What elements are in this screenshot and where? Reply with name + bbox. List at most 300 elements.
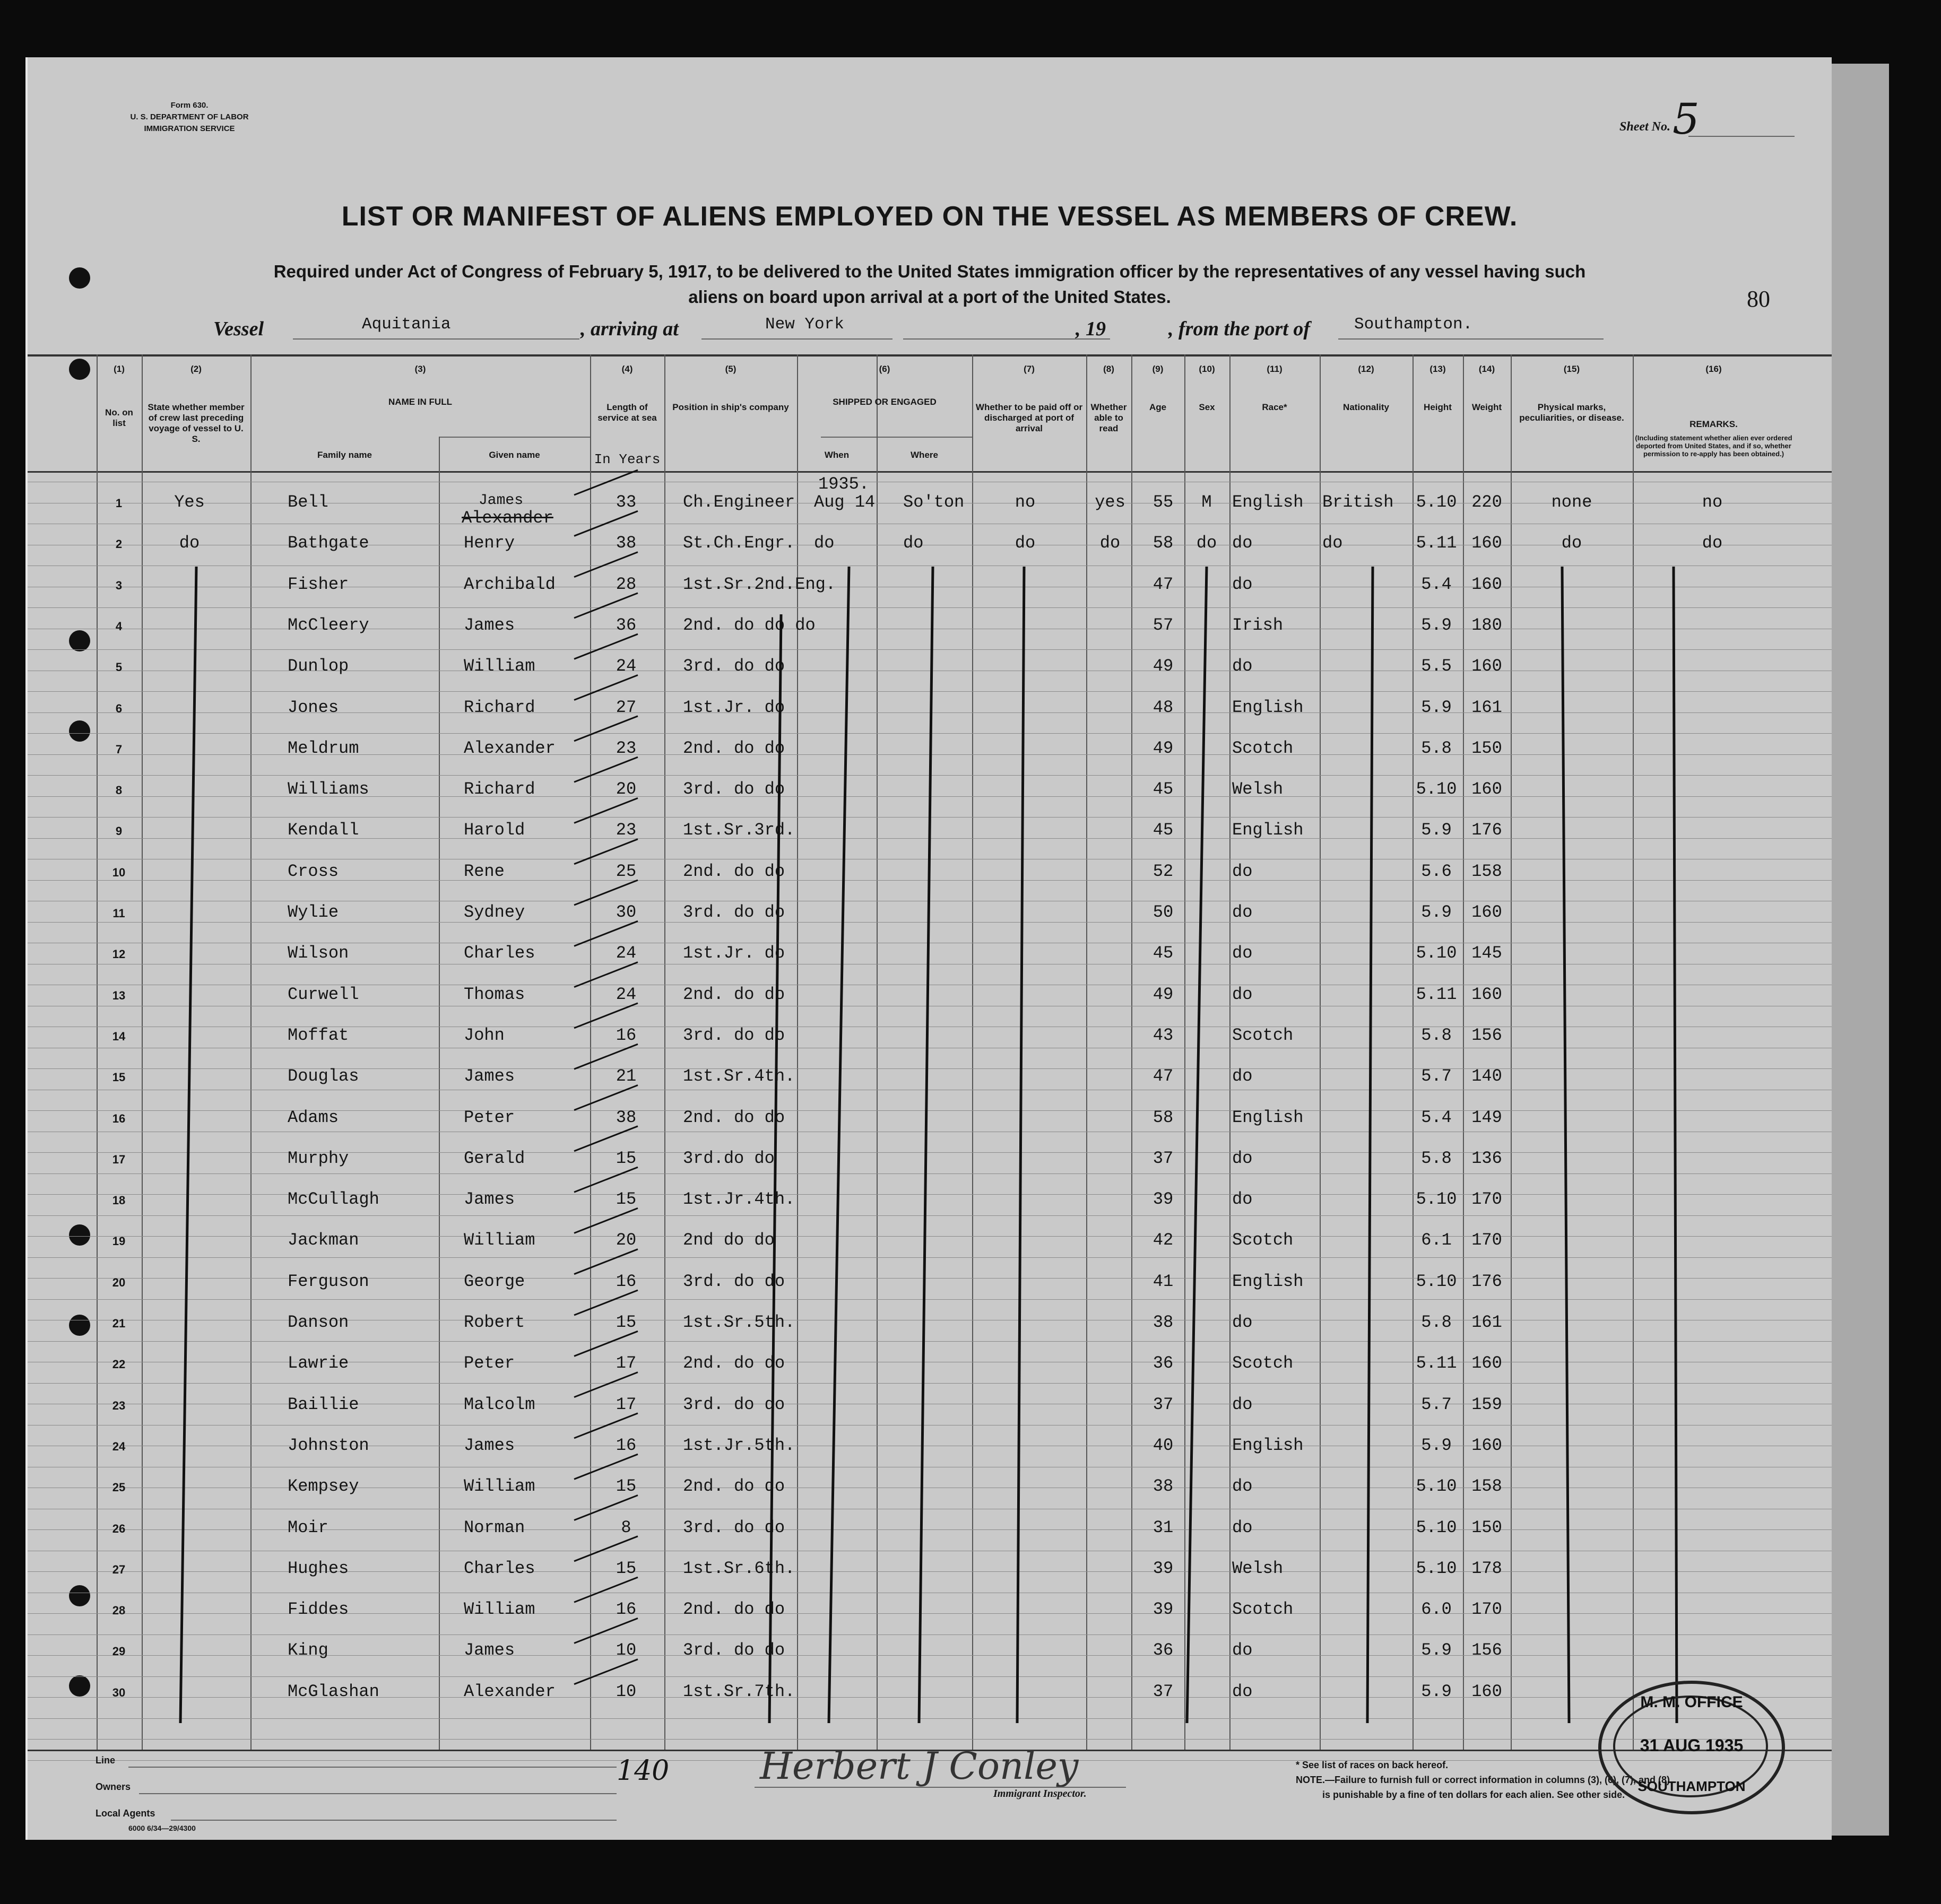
check-mark [574, 716, 638, 741]
column-header: Position in ship's company [672, 402, 789, 412]
cell-given: Charles [464, 943, 535, 963]
cell-height: 5.10 [1416, 779, 1457, 799]
column-number: (10) [1199, 364, 1215, 374]
cell-weight: 145 [1471, 943, 1502, 963]
cell-height: 5.10 [1416, 1558, 1457, 1578]
ditto-line [1562, 567, 1569, 1723]
cell-weight: 158 [1471, 861, 1502, 881]
row-number: 18 [112, 1194, 126, 1207]
cell-position: 2nd do do [683, 1230, 775, 1250]
cell-age: 39 [1153, 1189, 1174, 1210]
cell-family: Ferguson [288, 1271, 369, 1291]
cell-height: 5.9 [1421, 902, 1452, 922]
cell-weight: 136 [1471, 1148, 1502, 1168]
cell-service: 20 [616, 779, 637, 799]
column-number: (11) [1267, 364, 1283, 374]
cell-family: Kendall [288, 820, 359, 840]
cell-age: 36 [1153, 1640, 1174, 1660]
cell-race: Scotch [1232, 1599, 1294, 1620]
column-header: No. on list [105, 407, 133, 428]
cell-family: Williams [288, 779, 369, 799]
column-header: Nationality [1343, 402, 1389, 412]
column-header: Physical marks, peculiarities, or disease. [1519, 402, 1624, 423]
arrival-port: New York [765, 315, 844, 334]
row-number: 8 [115, 784, 123, 797]
cell-position: 1st.Jr.5th. [683, 1435, 795, 1455]
column-number: (15) [1563, 364, 1580, 374]
check-mark [574, 1208, 638, 1233]
check-mark [574, 675, 638, 700]
column-note: In Years [594, 451, 661, 467]
cell-height: 5.9 [1421, 1640, 1452, 1660]
cell-given: Thomas [464, 984, 525, 1004]
row-number: 24 [112, 1439, 126, 1453]
race-note: * See list of races on back hereof. [1296, 1760, 1449, 1770]
row-number: 12 [112, 947, 126, 961]
cell-service: 38 [616, 533, 637, 553]
department-name: U. S. DEPARTMENT OF LABOR [130, 112, 249, 121]
cell-height: 5.11 [1416, 533, 1457, 553]
cell-height: 5.7 [1421, 1394, 1452, 1414]
cell-service: 20 [616, 1230, 637, 1250]
cell-age: 38 [1153, 1312, 1174, 1332]
cell-family: Hughes [288, 1558, 349, 1578]
cell-given: Archibald [464, 574, 556, 594]
cell-remarks: do [1702, 533, 1723, 553]
column-header: Race* [1262, 402, 1287, 412]
cell-given: William [464, 656, 535, 676]
cell-given: Richard [464, 697, 535, 717]
cell-age: 39 [1153, 1599, 1174, 1620]
column-header: Weight [1471, 402, 1502, 412]
cell-family: Douglas [288, 1066, 359, 1086]
cell-race: Scotch [1232, 1230, 1294, 1250]
cell-where: do [903, 533, 924, 553]
check-mark [574, 1331, 638, 1356]
stamp-office: M. M. OFFICE [1640, 1693, 1743, 1711]
cell-weight: 160 [1471, 779, 1502, 799]
cell-family: Baillie [288, 1394, 359, 1414]
ditto-line [1187, 567, 1207, 1723]
service-name: IMMIGRATION SERVICE [144, 124, 235, 133]
column-number: (1) [114, 364, 125, 374]
row-number: 22 [112, 1358, 126, 1371]
cell-family: Johnston [288, 1435, 369, 1455]
inspector-label: Immigrant Inspector. [993, 1788, 1087, 1799]
cell-family: Cross [288, 861, 339, 881]
cell-family: Adams [288, 1107, 339, 1127]
cell-race: do [1232, 1066, 1253, 1086]
from-port-label: , from the port of [1168, 318, 1311, 340]
cell-age: 31 [1153, 1517, 1174, 1537]
column-header: Height [1424, 402, 1452, 412]
check-mark [574, 511, 638, 536]
cell-race: do [1232, 1476, 1253, 1497]
check-mark [574, 880, 638, 905]
check-mark [574, 1618, 638, 1643]
cell-weight: 150 [1471, 1517, 1502, 1537]
row-number: 16 [112, 1111, 126, 1125]
cell-race: do [1232, 533, 1253, 553]
cell-race: do [1232, 1148, 1253, 1168]
row-number: 4 [115, 619, 123, 633]
departure-port: Southampton. [1354, 315, 1473, 334]
cell-race: Welsh [1232, 1558, 1284, 1578]
cell-service: 25 [616, 861, 637, 881]
vessel-label: Vessel [213, 318, 264, 340]
cell-race: do [1232, 1394, 1253, 1414]
year-note: 1935. [818, 474, 870, 494]
cell-age: 58 [1153, 533, 1174, 553]
check-mark [574, 1003, 638, 1028]
cell-position: 2nd. do do [683, 1599, 785, 1620]
cell-position: 2nd. do do [683, 1107, 785, 1127]
cell-family: King [288, 1640, 328, 1660]
check-mark [574, 1577, 638, 1602]
cell-height: 5.9 [1421, 1435, 1452, 1455]
cell-age: 36 [1153, 1353, 1174, 1373]
line-underline [128, 1767, 617, 1768]
underlying-sheet-edge [1825, 64, 1889, 1836]
cell-height: 5.9 [1421, 615, 1452, 635]
cell-position: 2nd. do do do [683, 615, 816, 635]
cell-family: Jackman [288, 1230, 359, 1250]
check-mark [574, 1659, 638, 1684]
column-header: Sex [1199, 402, 1215, 412]
cell-where: So'ton [903, 492, 965, 512]
check-mark [574, 470, 638, 495]
check-mark [574, 593, 638, 618]
cell-family: Meldrum [288, 738, 359, 758]
cell-height: 5.11 [1416, 1353, 1457, 1373]
cell-position: 2nd. do do [683, 861, 785, 881]
cell-race: do [1232, 1189, 1253, 1210]
cell-age: 39 [1153, 1558, 1174, 1578]
cell-position: 1st.Sr.3rd. [683, 820, 795, 840]
column-header: Whether to be paid off or discharged at port of arrival [975, 402, 1083, 433]
cell-paid: do [1015, 533, 1036, 553]
cell-position: 1st.Sr.7th. [683, 1681, 795, 1701]
cell-weight: 180 [1471, 615, 1502, 635]
sheet-number-label: Sheet No. [1619, 120, 1670, 134]
cell-age: 47 [1153, 1066, 1174, 1086]
cell-when: Aug 14 [814, 492, 876, 512]
cell-family: Lawrie [288, 1353, 349, 1373]
check-mark [574, 1044, 638, 1069]
cell-race: English [1232, 1435, 1304, 1455]
cell-age: 41 [1153, 1271, 1174, 1291]
cell-family: Murphy [288, 1148, 349, 1168]
cell-position: 3rd. do do [683, 779, 785, 799]
cell-weight: 149 [1471, 1107, 1502, 1127]
cell-given: James [464, 1435, 515, 1455]
cell-position: 3rd. do do [683, 1517, 785, 1537]
row-number: 29 [112, 1645, 126, 1658]
cell-height: 5.8 [1421, 1025, 1452, 1045]
row-number: 2 [115, 537, 123, 551]
column-header: Length of service at sea [597, 402, 657, 423]
row-number: 6 [115, 701, 123, 715]
cell-height: 5.10 [1416, 1517, 1457, 1537]
column-header: REMARKS. [1689, 419, 1738, 429]
cell-remarks: no [1702, 492, 1723, 512]
cell-weight: 176 [1471, 820, 1502, 840]
cell-position: Ch.Engineer [683, 492, 795, 512]
cell-service: 17 [616, 1394, 637, 1414]
row-number: 15 [112, 1071, 126, 1084]
cell-position: 1st.Sr.4th. [683, 1066, 795, 1086]
cell-height: 5.10 [1416, 492, 1457, 512]
cell-service: 30 [616, 902, 637, 922]
cell-family: Bathgate [288, 533, 369, 553]
row-number: 21 [112, 1317, 126, 1330]
cell-age: 37 [1153, 1681, 1174, 1701]
given-name-correction: James [479, 492, 524, 509]
cell-service: 33 [616, 492, 637, 512]
cell-weight: 160 [1471, 902, 1502, 922]
cell-position: 3rd. do do [683, 1271, 785, 1291]
column-number: (3) [414, 364, 426, 374]
print-code: 6000 6/34—29/4300 [128, 1824, 196, 1832]
cell-age: 45 [1153, 820, 1174, 840]
check-mark [574, 1496, 638, 1520]
cell-position: 2nd. do do [683, 984, 785, 1004]
inspector-signature: Herbert J Conley [760, 1744, 1079, 1788]
cell-service: 16 [616, 1435, 637, 1455]
cell-race: English [1232, 820, 1304, 840]
cell-position: 1st.Sr.5th. [683, 1312, 795, 1332]
agents-underline [171, 1820, 617, 1821]
cell-race: Scotch [1232, 1025, 1294, 1045]
cell-given: Alexander [464, 1681, 556, 1701]
cell-family: Kempsey [288, 1476, 359, 1497]
check-mark [574, 552, 638, 577]
row-number: 14 [112, 1029, 126, 1043]
cell-family: Danson [288, 1312, 349, 1332]
year-label: , 19 [1076, 318, 1106, 340]
cell-weight: 150 [1471, 738, 1502, 758]
cell-family: Wilson [288, 943, 349, 963]
cell-age: 52 [1153, 861, 1174, 881]
column-header: NAME IN FULL [388, 397, 452, 407]
cell-service: 10 [616, 1681, 637, 1701]
signature-underline [755, 1787, 1126, 1788]
cell-marks: do [1561, 533, 1582, 553]
cell-height: 5.4 [1421, 1107, 1452, 1127]
cell-age: 40 [1153, 1435, 1174, 1455]
manifest-sheet [25, 57, 1832, 1840]
column-subheader: Where [911, 450, 938, 460]
cell-race: Scotch [1232, 1353, 1294, 1373]
cell-race: do [1232, 1517, 1253, 1537]
cell-position: 2nd. do do [683, 738, 785, 758]
cell-position: 3rd. do do [683, 1025, 785, 1045]
cell-position: 1st.Sr.2nd.Eng. [683, 574, 836, 594]
cell-position: 1st.Jr.4th. [683, 1189, 795, 1210]
cell-height: 5.10 [1416, 1476, 1457, 1497]
column-number: (7) [1024, 364, 1035, 374]
cell-age: 45 [1153, 779, 1174, 799]
cell-service: 15 [616, 1189, 637, 1210]
cell-weight: 160 [1471, 1435, 1502, 1455]
row-number: 27 [112, 1562, 126, 1576]
cell-race: English [1232, 697, 1304, 717]
check-mark [574, 634, 638, 659]
cell-age: 38 [1153, 1476, 1174, 1497]
cell-race: do [1232, 1640, 1253, 1660]
cell-given: William [464, 1230, 535, 1250]
form-number: Form 630. [170, 101, 209, 110]
cell-height: 5.5 [1421, 656, 1452, 676]
cell-family: Bell [288, 492, 328, 512]
ditto-line [829, 567, 849, 1723]
subtitle-line-2: aliens on board upon arrival at a port of the United States. [688, 287, 1171, 307]
page-title: LIST OR MANIFEST OF ALIENS EMPLOYED ON THE VESSEL AS MEMBERS OF CREW. [341, 201, 1518, 232]
row-number: 3 [115, 578, 123, 592]
cell-height: 5.11 [1416, 984, 1457, 1004]
cell-service: 38 [616, 1107, 637, 1127]
cell-service: 24 [616, 984, 637, 1004]
cell-height: 5.9 [1421, 820, 1452, 840]
arriving-label: , arriving at [580, 318, 679, 340]
cell-age: 37 [1153, 1394, 1174, 1414]
ditto-line [180, 567, 196, 1723]
row-number: 17 [112, 1152, 126, 1166]
cell-age: 42 [1153, 1230, 1174, 1250]
row-number: 13 [112, 988, 126, 1002]
owners-underline [139, 1793, 617, 1794]
cell-service: 15 [616, 1476, 637, 1497]
cell-race: Scotch [1232, 738, 1294, 758]
cell-height: 6.0 [1421, 1599, 1452, 1620]
cell-sex: M [1201, 492, 1212, 512]
cell-weight: 170 [1471, 1230, 1502, 1250]
cell-family: Moir [288, 1517, 328, 1537]
check-mark [574, 1372, 638, 1397]
penalty-note: NOTE.—Failure to furnish full or correct information in columns (3), (6), (7), and (8) [1296, 1775, 1670, 1785]
cell-weight: 160 [1471, 984, 1502, 1004]
local-agents-label: Local Agents [96, 1808, 155, 1819]
check-mark [574, 839, 638, 864]
cell-given: William [464, 1476, 535, 1497]
cell-family: Moffat [288, 1025, 349, 1045]
column-number: (5) [725, 364, 736, 374]
cell-race: Irish [1232, 615, 1284, 635]
cell-given: Sydney [464, 902, 525, 922]
cell-family: McCleery [288, 615, 369, 635]
cell-service: 10 [616, 1640, 637, 1660]
column-subheader: When [824, 450, 850, 460]
cell-given: Gerald [464, 1148, 525, 1168]
cell-age: 43 [1153, 1025, 1174, 1045]
cell-read: yes [1095, 492, 1125, 512]
cell-given: George [464, 1271, 525, 1291]
cell-weight: 178 [1471, 1558, 1502, 1578]
column-subheader: Family name [317, 450, 372, 460]
cell-family: Fiddes [288, 1599, 349, 1620]
column-number: (14) [1478, 364, 1495, 374]
cell-race: do [1232, 1312, 1253, 1332]
cell-weight: 160 [1471, 533, 1502, 553]
cell-given: Malcolm [464, 1394, 535, 1414]
cell-given: Robert [464, 1312, 525, 1332]
cell-weight: 159 [1471, 1394, 1502, 1414]
column-header: SHIPPED OR ENGAGED [833, 397, 937, 407]
cell-age: 49 [1153, 738, 1174, 758]
cell-height: 5.8 [1421, 738, 1452, 758]
cell-age: 58 [1153, 1107, 1174, 1127]
row-number: 10 [112, 865, 126, 879]
cell-position: St.Ch.Engr. [683, 533, 795, 553]
row-number: 19 [112, 1234, 126, 1248]
cell-position: 1st.Sr.6th. [683, 1558, 795, 1578]
cell-given: James [464, 1066, 515, 1086]
cell-race: do [1232, 861, 1253, 881]
cell-weight: 220 [1471, 492, 1502, 512]
subtitle-line-1: Required under Act of Congress of February 5, 1917, to be delivered to the United States immigration officer by the representatives of any vessel having such [273, 262, 1586, 281]
check-mark [574, 1536, 638, 1561]
cell-given: Henry [464, 533, 515, 553]
cell-given: John [464, 1025, 505, 1045]
cell-given: Richard [464, 779, 535, 799]
vessel-name: Aquitania [362, 315, 451, 334]
cell-height: 5.10 [1416, 943, 1457, 963]
cell-age: 37 [1153, 1148, 1174, 1168]
cell-service: 15 [616, 1558, 637, 1578]
cell-service: 16 [616, 1599, 637, 1620]
cell-weight: 158 [1471, 1476, 1502, 1497]
sheet-number-value: 5 [1673, 94, 1700, 144]
cell-age: 50 [1153, 902, 1174, 922]
handwritten-total: 140 [617, 1755, 670, 1787]
row-number: 25 [112, 1481, 126, 1494]
cell-weight: 160 [1471, 1353, 1502, 1373]
cell-family: Wylie [288, 902, 339, 922]
cell-given: James [464, 1640, 515, 1660]
cell-sex: do [1196, 533, 1217, 553]
cell-prev: Yes [174, 492, 205, 512]
check-mark [574, 757, 638, 782]
cell-weight: 160 [1471, 656, 1502, 676]
ditto-line [1367, 567, 1373, 1723]
cell-race: do [1232, 1681, 1253, 1701]
cell-service: 16 [616, 1025, 637, 1045]
check-mark [574, 798, 638, 823]
check-mark [574, 1249, 638, 1274]
cell-age: 47 [1153, 574, 1174, 594]
cell-age: 49 [1153, 984, 1174, 1004]
cell-service: 28 [616, 574, 637, 594]
cell-position: 2nd. do do [683, 1476, 785, 1497]
cell-race: English [1232, 492, 1304, 512]
cell-service: 24 [616, 943, 637, 963]
cell-age: 49 [1153, 656, 1174, 676]
check-marks [574, 470, 638, 1684]
office-stamp [1598, 1681, 1785, 1814]
cell-given: Norman [464, 1517, 525, 1537]
check-mark [574, 1290, 638, 1315]
cell-marks: none [1551, 492, 1592, 512]
cell-weight: 160 [1471, 1681, 1502, 1701]
cell-position: 1st.Jr. do [683, 943, 785, 963]
cell-weight: 176 [1471, 1271, 1502, 1291]
cell-nat: do [1322, 533, 1343, 553]
cell-height: 5.7 [1421, 1066, 1452, 1086]
cell-read: do [1099, 533, 1121, 553]
cell-height: 5.8 [1421, 1312, 1452, 1332]
column-number: (2) [190, 364, 202, 374]
cell-race: do [1232, 656, 1253, 676]
